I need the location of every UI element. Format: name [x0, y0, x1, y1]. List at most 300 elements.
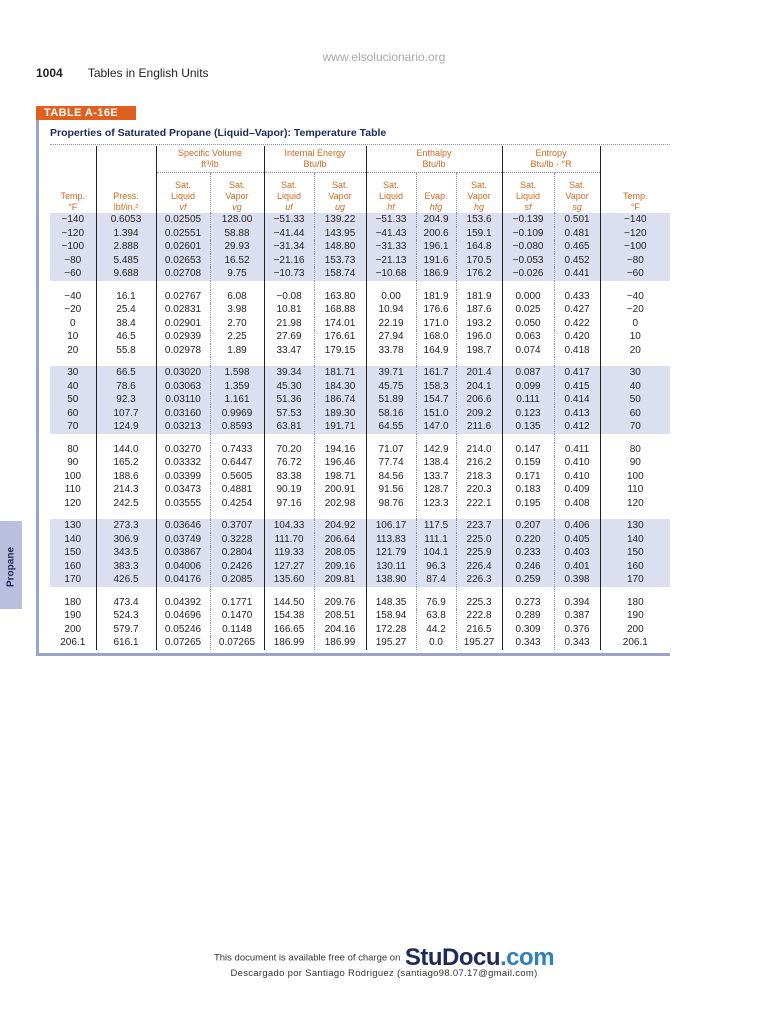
- table-cell: 139.22: [314, 213, 366, 227]
- table-cell: 90: [600, 456, 670, 470]
- table-cell: 0.410: [554, 470, 600, 484]
- press-column-header: Press. lbf/in.²: [96, 173, 156, 214]
- table-cell: 0.04392: [156, 596, 210, 610]
- table-cell: 151.0: [416, 407, 456, 421]
- table-cell: 2.888: [96, 240, 156, 254]
- table-cell: 9.688: [96, 267, 156, 281]
- table-cell: 0.417: [554, 366, 600, 380]
- table-cell: −100: [50, 240, 96, 254]
- table-cell: 209.16: [314, 560, 366, 574]
- table-cell: 225.0: [456, 533, 502, 547]
- table-row: [50, 303, 670, 317]
- table-cell: 9.75: [210, 267, 264, 281]
- caption-divider: [50, 144, 670, 145]
- table-cell: 473.4: [96, 596, 156, 610]
- row-group-spacer: [50, 587, 670, 596]
- table-cell: 90: [50, 456, 96, 470]
- table-row: [50, 290, 670, 304]
- table-cell: 164.9: [416, 344, 456, 358]
- table-cell: 206.6: [456, 393, 502, 407]
- table-cell: 148.35: [366, 596, 416, 610]
- table-cell: 20: [50, 344, 96, 358]
- table-cell: 0.07265: [156, 636, 210, 650]
- table-cell: 1.394: [96, 227, 156, 241]
- table-caption: Properties of Saturated Propane (Liquid–Vapor): Temperature Table: [50, 127, 387, 139]
- temp-right-column-header: Temp. °F: [600, 173, 670, 214]
- table-cell: 0.03646: [156, 519, 210, 533]
- table-cell: 45.30: [264, 380, 314, 394]
- table-cell: 25.4: [96, 303, 156, 317]
- row-group: [50, 357, 670, 434]
- table-cell: 123.3: [416, 497, 456, 511]
- table-cell: 0.02653: [156, 254, 210, 268]
- table-cell: 181.9: [416, 290, 456, 304]
- table-row: [50, 254, 670, 268]
- table-cell: 111.70: [264, 533, 314, 547]
- table-cell: 127.27: [264, 560, 314, 574]
- table-cell: −41.43: [366, 227, 416, 241]
- row-group: [50, 587, 670, 650]
- table-cell: 170: [600, 573, 670, 587]
- table-cell: 0.246: [502, 560, 554, 574]
- table-cell: 216.5: [456, 623, 502, 637]
- table-cell: 158.3: [416, 380, 456, 394]
- table-cell: 0.220: [502, 533, 554, 547]
- table-cell: 51.36: [264, 393, 314, 407]
- table-cell: 209.81: [314, 573, 366, 587]
- ug-column-header: Sat. Vapor ug: [314, 173, 366, 214]
- table-row: [50, 573, 670, 587]
- table-cell: 0.05246: [156, 623, 210, 637]
- table-cell: 0.03555: [156, 497, 210, 511]
- table-cell: 30: [600, 366, 670, 380]
- running-head-title: Tables in English Units: [87, 66, 209, 80]
- table-cell: 176.6: [416, 303, 456, 317]
- table-cell: 0.398: [554, 573, 600, 587]
- footer-available-text: This document is available free of charge on: [213, 952, 401, 964]
- table-cell: 214.0: [456, 443, 502, 457]
- table-cell: 110: [50, 483, 96, 497]
- table-cell: 0.04176: [156, 573, 210, 587]
- table-cell: 179.15: [314, 344, 366, 358]
- table-cell: 0.481: [554, 227, 600, 241]
- internal-energy-header: Internal Energy Btu/lb: [264, 146, 366, 173]
- table-cell: 154.38: [264, 609, 314, 623]
- table-cell: 55.8: [96, 344, 156, 358]
- table-cell: 128.00: [210, 213, 264, 227]
- table-cell: 0.123: [502, 407, 554, 421]
- table-cell: 0.02901: [156, 317, 210, 331]
- table-cell: 0.183: [502, 483, 554, 497]
- table-cell: 226.4: [456, 560, 502, 574]
- table-cell: 163.80: [314, 290, 366, 304]
- table-cell: −40: [50, 290, 96, 304]
- table-cell: 97.16: [264, 497, 314, 511]
- table-cell: 0.074: [502, 344, 554, 358]
- table-cell: 170: [50, 573, 96, 587]
- table-cell: 113.83: [366, 533, 416, 547]
- table-cell: 204.1: [456, 380, 502, 394]
- table-cell: 0.02831: [156, 303, 210, 317]
- specific-volume-header: Specific Volume ft³/lb: [156, 146, 264, 173]
- table-cell: 46.5: [96, 330, 156, 344]
- table-cell: 16.52: [210, 254, 264, 268]
- table-cell: −120: [600, 227, 670, 241]
- table-cell: −60: [600, 267, 670, 281]
- table-cell: 0.7433: [210, 443, 264, 457]
- row-group-spacer: [50, 510, 670, 519]
- table-cell: 80: [50, 443, 96, 457]
- table-cell: 158.74: [314, 267, 366, 281]
- table-cell: 50: [50, 393, 96, 407]
- watermark-url: www.elsolucionario.org: [322, 50, 446, 64]
- table-cell: 174.01: [314, 317, 366, 331]
- table-cell: 0.147: [502, 443, 554, 457]
- table-cell: 214.3: [96, 483, 156, 497]
- table-cell: 223.7: [456, 519, 502, 533]
- vf-column-header: Sat. Liquid vf: [156, 173, 210, 214]
- table-cell: 0.07265: [210, 636, 264, 650]
- table-cell: 0.3228: [210, 533, 264, 547]
- table-cell: 148.80: [314, 240, 366, 254]
- table-cell: 206.1: [600, 636, 670, 650]
- table-cell: 0.394: [554, 596, 600, 610]
- table-row: [50, 533, 670, 547]
- table-cell: 0.433: [554, 290, 600, 304]
- table-cell: 0.343: [502, 636, 554, 650]
- table-cell: 39.34: [264, 366, 314, 380]
- table-cell: 70: [600, 420, 670, 434]
- table-cell: 71.07: [366, 443, 416, 457]
- table-cell: 0.6447: [210, 456, 264, 470]
- row-group-spacer: [50, 281, 670, 290]
- table-cell: 45.75: [366, 380, 416, 394]
- table-cell: 0.259: [502, 573, 554, 587]
- row-group: [50, 281, 670, 358]
- table-cell: 58.16: [366, 407, 416, 421]
- table-cell: 200.6: [416, 227, 456, 241]
- table-cell: −51.33: [366, 213, 416, 227]
- table-cell: −140: [600, 213, 670, 227]
- table-cell: 0.02505: [156, 213, 210, 227]
- table-cell: 220.3: [456, 483, 502, 497]
- table-cell: 0.387: [554, 609, 600, 623]
- table-cell: 0: [50, 317, 96, 331]
- table-row: [50, 380, 670, 394]
- table-row: [50, 330, 670, 344]
- table-row: [50, 443, 670, 457]
- studocu-logo[interactable]: StuDocu.com: [404, 944, 555, 971]
- table-cell: 100: [600, 470, 670, 484]
- table-cell: 80: [600, 443, 670, 457]
- table-cell: 191.6: [416, 254, 456, 268]
- table-cell: 196.1: [416, 240, 456, 254]
- table-cell: 0.1470: [210, 609, 264, 623]
- table-cell: 1.598: [210, 366, 264, 380]
- table-cell: 226.3: [456, 573, 502, 587]
- table-cell: 117.5: [416, 519, 456, 533]
- table-cell: 2.70: [210, 317, 264, 331]
- table-cell: 76.72: [264, 456, 314, 470]
- table-cell: 168.0: [416, 330, 456, 344]
- table-cell: 140: [50, 533, 96, 547]
- table-cell: 70: [50, 420, 96, 434]
- table-cell: 206.1: [50, 636, 96, 650]
- table-cell: 0.413: [554, 407, 600, 421]
- table-cell: 204.16: [314, 623, 366, 637]
- table-cell: 0.376: [554, 623, 600, 637]
- table-cell: 22.19: [366, 317, 416, 331]
- table-cell: −80: [600, 254, 670, 268]
- table-cell: 216.2: [456, 456, 502, 470]
- table-cell: 0.465: [554, 240, 600, 254]
- table-cell: 204.9: [416, 213, 456, 227]
- saturated-propane-table: [50, 146, 670, 650]
- table-cell: 200: [600, 623, 670, 637]
- table-cell: 0.415: [554, 380, 600, 394]
- table-cell: 160: [600, 560, 670, 574]
- table-cell: 383.3: [96, 560, 156, 574]
- table-cell: 0.02601: [156, 240, 210, 254]
- table-cell: 160: [50, 560, 96, 574]
- table-cell: −0.139: [502, 213, 554, 227]
- table-cell: 186.99: [264, 636, 314, 650]
- hg-column-header: Sat. Vapor hg: [456, 173, 502, 214]
- table-cell: 0: [600, 317, 670, 331]
- table-cell: 0.0: [416, 636, 456, 650]
- table-cell: 76.9: [416, 596, 456, 610]
- hf-column-header: Sat. Liquid hf: [366, 173, 416, 214]
- downloaded-by-text: Descargado por Santiago Rodriguez (santiago98.07.17@gmail.com): [230, 968, 538, 979]
- table-cell: 0.195: [502, 497, 554, 511]
- table-cell: −10.73: [264, 267, 314, 281]
- table-cell: 64.55: [366, 420, 416, 434]
- table-cell: 201.4: [456, 366, 502, 380]
- table-cell: 196.46: [314, 456, 366, 470]
- table-cell: 100: [50, 470, 96, 484]
- table-cell: 111.1: [416, 533, 456, 547]
- table-cell: 168.88: [314, 303, 366, 317]
- table-cell: 0.403: [554, 546, 600, 560]
- table-cell: 0.03473: [156, 483, 210, 497]
- table-cell: −0.080: [502, 240, 554, 254]
- table-cell: 343.5: [96, 546, 156, 560]
- row-group: [50, 213, 670, 281]
- side-tab-propane: [0, 521, 22, 609]
- table-cell: 206.64: [314, 533, 366, 547]
- table-cell: −0.08: [264, 290, 314, 304]
- table-row: [50, 344, 670, 358]
- table-cell: 218.3: [456, 470, 502, 484]
- table-cell: 166.65: [264, 623, 314, 637]
- table-row: [50, 267, 670, 281]
- table-cell: 165.2: [96, 456, 156, 470]
- table-cell: 106.17: [366, 519, 416, 533]
- table-cell: 40: [600, 380, 670, 394]
- table-row: [50, 546, 670, 560]
- table-cell: 138.4: [416, 456, 456, 470]
- table-cell: 0.412: [554, 420, 600, 434]
- table-cell: 50: [600, 393, 670, 407]
- table-cell: 143.95: [314, 227, 366, 241]
- table-cell: 63.8: [416, 609, 456, 623]
- table-row: [50, 609, 670, 623]
- table-cell: 135.60: [264, 573, 314, 587]
- table-cell: 0.02551: [156, 227, 210, 241]
- table-cell: 193.2: [456, 317, 502, 331]
- table-row: [50, 420, 670, 434]
- table-cell: 161.7: [416, 366, 456, 380]
- table-cell: 0.087: [502, 366, 554, 380]
- table-cell: 208.05: [314, 546, 366, 560]
- table-cell: 0.00: [366, 290, 416, 304]
- table-cell: 0.03160: [156, 407, 210, 421]
- table-cell: 176.61: [314, 330, 366, 344]
- table-cell: −31.33: [366, 240, 416, 254]
- table-cell: 195.27: [456, 636, 502, 650]
- table-cell: 150: [600, 546, 670, 560]
- table-cell: 200: [50, 623, 96, 637]
- table-cell: 120: [600, 497, 670, 511]
- table-cell: 209.2: [456, 407, 502, 421]
- temp-column-header: Temp. °F: [60, 191, 85, 212]
- table-cell: 579.7: [96, 623, 156, 637]
- table-cell: 0.289: [502, 609, 554, 623]
- table-cell: 44.2: [416, 623, 456, 637]
- table-cell: 225.3: [456, 596, 502, 610]
- table-cell: −51.33: [264, 213, 314, 227]
- table-cell: 0.4881: [210, 483, 264, 497]
- table-cell: 98.76: [366, 497, 416, 511]
- side-tab-label: Propane: [5, 546, 17, 588]
- table-cell: 211.6: [456, 420, 502, 434]
- table-cell: 27.69: [264, 330, 314, 344]
- table-cell: 0.411: [554, 443, 600, 457]
- table-cell: 1.359: [210, 380, 264, 394]
- table-cell: 0.501: [554, 213, 600, 227]
- frame-bottom-bar: [36, 653, 670, 656]
- sf-column-header: Sat. Liquid sf: [502, 173, 554, 214]
- table-cell: 153.73: [314, 254, 366, 268]
- table-cell: 0.025: [502, 303, 554, 317]
- row-group-spacer: [50, 434, 670, 443]
- table-cell: 0.03332: [156, 456, 210, 470]
- table-cell: 0.9969: [210, 407, 264, 421]
- table-cell: 222.1: [456, 497, 502, 511]
- table-cell: 0.02939: [156, 330, 210, 344]
- table-cell: 57.53: [264, 407, 314, 421]
- table-cell: 144.0: [96, 443, 156, 457]
- table-cell: 204.92: [314, 519, 366, 533]
- table-cell: 96.3: [416, 560, 456, 574]
- table-cell: 10.94: [366, 303, 416, 317]
- table-cell: 0.2804: [210, 546, 264, 560]
- table-cell: −20: [600, 303, 670, 317]
- table-cell: 0.452: [554, 254, 600, 268]
- table-cell: 0.03867: [156, 546, 210, 560]
- table-cell: 194.16: [314, 443, 366, 457]
- table-cell: −100: [600, 240, 670, 254]
- table-cell: 3.98: [210, 303, 264, 317]
- table-cell: 27.94: [366, 330, 416, 344]
- table-cell: 0.02767: [156, 290, 210, 304]
- header-group-row: [50, 146, 670, 173]
- table-cell: 242.5: [96, 497, 156, 511]
- table-cell: −0.026: [502, 267, 554, 281]
- table-cell: 6.08: [210, 290, 264, 304]
- table-cell: 77.74: [366, 456, 416, 470]
- table-cell: 164.8: [456, 240, 502, 254]
- table-cell: 0.406: [554, 519, 600, 533]
- table-cell: 187.6: [456, 303, 502, 317]
- table-cell: 0.414: [554, 393, 600, 407]
- table-cell: 0.273: [502, 596, 554, 610]
- table-cell: 0.2085: [210, 573, 264, 587]
- table-cell: −0.109: [502, 227, 554, 241]
- table-cell: 2.25: [210, 330, 264, 344]
- table-cell: 20: [600, 344, 670, 358]
- table-cell: 0.050: [502, 317, 554, 331]
- table-cell: 104.1: [416, 546, 456, 560]
- table-row: [50, 213, 670, 227]
- table-cell: 39.71: [366, 366, 416, 380]
- table-cell: 0.02978: [156, 344, 210, 358]
- table-cell: 21.98: [264, 317, 314, 331]
- table-cell: 0.03063: [156, 380, 210, 394]
- running-head: [36, 66, 209, 80]
- table-cell: 0.427: [554, 303, 600, 317]
- table-cell: 38.4: [96, 317, 156, 331]
- table-cell: −140: [50, 213, 96, 227]
- table-cell: 159.1: [456, 227, 502, 241]
- table-cell: −60: [50, 267, 96, 281]
- table-cell: 33.78: [366, 344, 416, 358]
- table-cell: 181.9: [456, 290, 502, 304]
- table-cell: 10.81: [264, 303, 314, 317]
- table-cell: −20: [50, 303, 96, 317]
- table-cell: 1.89: [210, 344, 264, 358]
- table-cell: 1.161: [210, 393, 264, 407]
- table-cell: 60: [50, 407, 96, 421]
- table-cell: 120: [50, 497, 96, 511]
- table-cell: 0.233: [502, 546, 554, 560]
- table-cell: 130: [600, 519, 670, 533]
- table-cell: −120: [50, 227, 96, 241]
- table-cell: 0.409: [554, 483, 600, 497]
- table-cell: −40: [600, 290, 670, 304]
- table-cell: 0.3707: [210, 519, 264, 533]
- table-cell: 138.90: [366, 573, 416, 587]
- table-cell: 0.03110: [156, 393, 210, 407]
- table-cell: 190: [50, 609, 96, 623]
- table-cell: 104.33: [264, 519, 314, 533]
- table-cell: 107.7: [96, 407, 156, 421]
- table-cell: 0.03270: [156, 443, 210, 457]
- table-cell: 0.410: [554, 456, 600, 470]
- table-cell: −31.34: [264, 240, 314, 254]
- table-cell: 273.3: [96, 519, 156, 533]
- table-cell: 153.6: [456, 213, 502, 227]
- table-cell: 524.3: [96, 609, 156, 623]
- table-cell: 5.485: [96, 254, 156, 268]
- uf-column-header: Sat. Liquid uf: [264, 173, 314, 214]
- table-cell: −21.13: [366, 254, 416, 268]
- table-cell: 87.4: [416, 573, 456, 587]
- table-cell: 186.9: [416, 267, 456, 281]
- table-label-tag: TABLE A-16E: [36, 106, 136, 120]
- table-row: [50, 456, 670, 470]
- table-cell: 225.9: [456, 546, 502, 560]
